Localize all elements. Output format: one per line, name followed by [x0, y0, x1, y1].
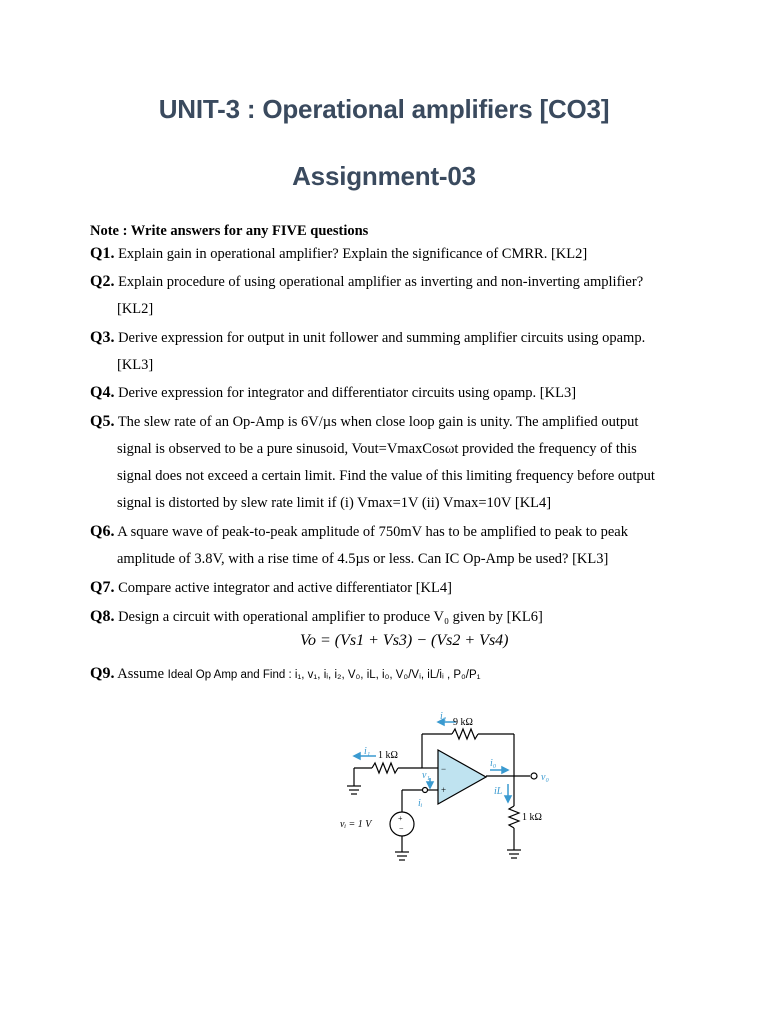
minus-sign: − — [441, 764, 447, 774]
question-number: Q3. — [90, 329, 115, 346]
question-9 — [90, 660, 678, 689]
load-resistor — [509, 806, 519, 828]
question-number: Q1. — [90, 245, 115, 262]
question-8 — [90, 603, 678, 631]
feedback-resistor — [452, 729, 478, 739]
ii-label: iᵢ — [418, 798, 423, 809]
question-1 — [90, 240, 678, 268]
vo-label: v₀ — [541, 772, 549, 783]
question-text: The slew rate of an Op-Amp is 6V/µs when close loop gain is unity. The amplified output — [117, 414, 639, 430]
i1-label: i₁ — [364, 746, 371, 757]
question-number: Q4. — [90, 384, 115, 401]
question-text-extra: Ideal Op Amp and Find : i₁, v₁, iᵢ, i₂, V₀, iL, i₀, V₀/Vᵢ, iL/iᵢ , P₀/P₁ — [167, 669, 481, 681]
question-text: Explain procedure of using operational amplifier as inverting and non-inverting amplifier? — [118, 274, 644, 290]
question-text: Compare active integrator and active differentiator [KL4] — [118, 580, 452, 596]
question-4 — [90, 379, 678, 407]
question-text: Derive expression for output in unit follower and summing amplifier circuits using opamp. — [118, 330, 646, 346]
question-text-cont: amplitude of 3.8V, with a rise time of 4.5µs or less. Can IC Op-Amp be used? [KL3] — [117, 551, 609, 567]
question-7 — [90, 574, 678, 602]
question-text: Design a circuit with operational amplifier to produce V₀ given by [KL6] — [118, 609, 543, 625]
question-5 — [90, 408, 678, 517]
source-minus: − — [399, 824, 404, 833]
source-label: vᵢ = 1 V — [340, 819, 372, 830]
source-plus: + — [398, 814, 403, 823]
question-text-cont: [KL3] — [117, 357, 154, 373]
equation: Vo = (Vs1 + Vs3) − (Vs2 + Vs4) — [300, 632, 509, 649]
v1-label: v₁ — [422, 770, 430, 781]
question-number: Q2. — [90, 273, 115, 290]
opamp-circuit-diagram — [338, 708, 568, 868]
question-number: Q7. — [90, 579, 115, 596]
question-number: Q6. — [90, 523, 115, 540]
question-number: Q8. — [90, 608, 115, 625]
assignment-title: Assignment-03 — [292, 161, 476, 191]
question-text: Explain gain in operational amplifier? Explain the significance of CMRR. [KL2] — [118, 246, 588, 262]
load-resistor-label: 1 kΩ — [522, 812, 542, 823]
input-resistor-label: 1 kΩ — [378, 750, 398, 761]
plus-sign: + — [441, 785, 447, 795]
question-text-cont: signal is observed to be a pure sinusoid, Vout=VmaxCosωt provided the frequency of this — [117, 441, 637, 457]
question-text: Assume — [117, 666, 165, 682]
question-text: A square wave of peak-to-peak amplitude of 750mV has to be amplified to peak to peak — [117, 524, 628, 540]
question-text-cont: signal is distorted by slew rate limit if (i) Vmax=1V (ii) Vmax=10V [KL4] — [117, 495, 552, 511]
question-2 — [90, 268, 678, 323]
feedback-resistor-label: 9 kΩ — [453, 717, 473, 728]
question-text: Derive expression for integrator and differentiator circuits using opamp. [KL3] — [118, 385, 577, 401]
unit-title: UNIT-3 : Operational amplifiers [CO3] — [158, 94, 610, 124]
question-number: Q5. — [90, 413, 115, 430]
question-text-cont: signal does not exceed a certain limit. Find the value of this limiting frequency before output — [117, 468, 655, 484]
note-text: Note : Write answers for any FIVE questions — [90, 223, 369, 239]
i2-label: i₂ — [440, 711, 447, 722]
question-number: Q9. — [90, 665, 115, 682]
input-resistor — [372, 763, 398, 773]
question-6 — [90, 518, 678, 573]
il-label: iL — [494, 786, 503, 797]
question-text-cont: [KL2] — [117, 301, 154, 317]
io-label: i₀ — [490, 758, 497, 769]
question-3 — [90, 324, 678, 379]
opamp-triangle — [438, 750, 486, 804]
